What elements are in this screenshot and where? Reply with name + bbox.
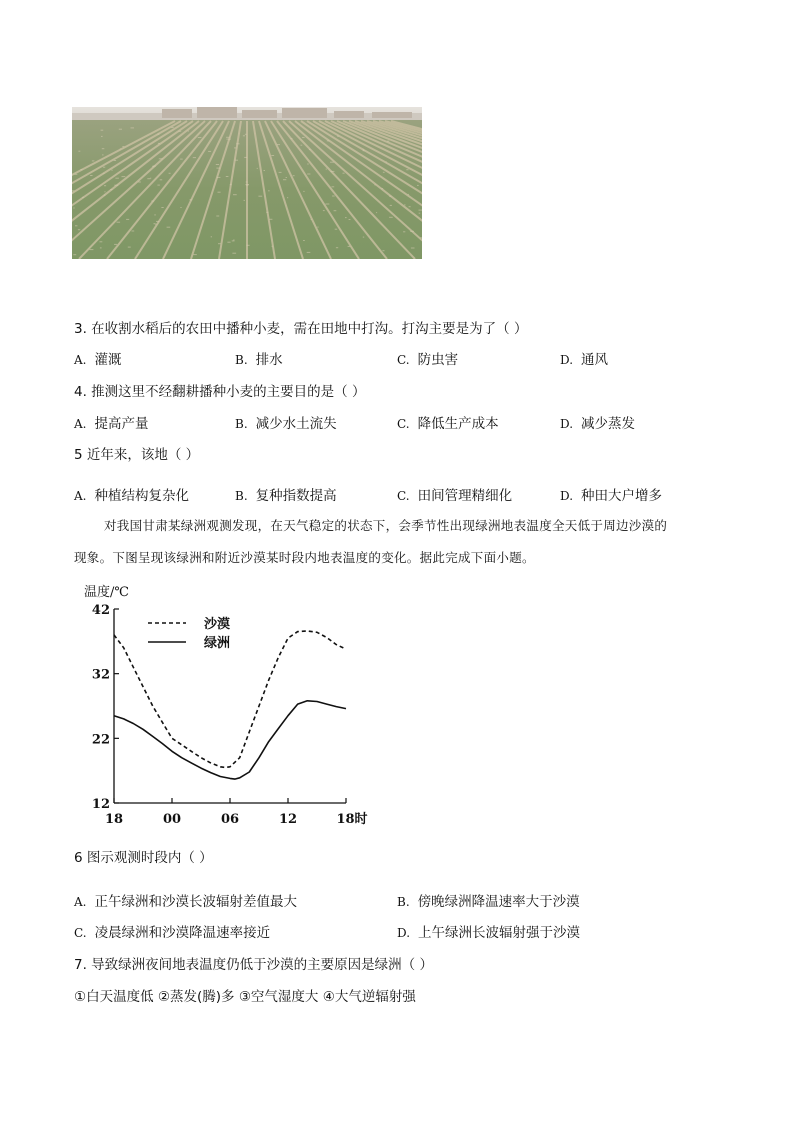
stubble-speck bbox=[326, 169, 327, 170]
stubble-speck bbox=[406, 169, 408, 170]
option-text: 减少蒸发 bbox=[581, 416, 636, 432]
stubble-speck bbox=[198, 137, 202, 138]
stubble-speck bbox=[216, 164, 219, 165]
option-key: D. bbox=[560, 353, 574, 367]
stubble-speck bbox=[283, 179, 286, 180]
stubble-speck bbox=[126, 219, 129, 220]
legend-label: 绿洲 bbox=[204, 636, 231, 651]
stubble-speck bbox=[90, 249, 94, 250]
stubble-speck bbox=[246, 182, 248, 183]
stubble-speck bbox=[101, 136, 103, 137]
stubble-speck bbox=[277, 144, 280, 145]
passage-line-1: 对我国甘肃某绿洲观测发现，在天气稳定的状态下，会季节性出现绿洲地表温度全天低于周边沙漠的 bbox=[104, 518, 668, 533]
stubble-speck bbox=[349, 219, 351, 220]
q6-option-b[interactable] bbox=[397, 890, 580, 910]
stubble-speck bbox=[171, 127, 173, 128]
x-tick-label: 18时 bbox=[336, 812, 368, 827]
stubble-speck bbox=[190, 199, 193, 200]
stubble-speck bbox=[268, 190, 270, 191]
stubble-speck bbox=[317, 227, 318, 228]
stubble-speck bbox=[115, 178, 119, 179]
stubble-speck bbox=[114, 185, 118, 186]
option-text: 降低生产成本 bbox=[417, 416, 499, 432]
q6-option-d[interactable] bbox=[397, 921, 580, 941]
stubble-speck bbox=[233, 240, 234, 241]
stubble-speck bbox=[151, 201, 154, 202]
stubble-speck bbox=[154, 223, 156, 224]
stubble-speck bbox=[332, 186, 335, 187]
stubble-speck bbox=[90, 175, 92, 176]
stubble-speck bbox=[272, 246, 273, 247]
stubble-speck bbox=[290, 138, 292, 139]
y-tick-label: 22 bbox=[91, 732, 110, 748]
stubble-speck bbox=[264, 170, 266, 171]
temperature-chart bbox=[78, 580, 378, 835]
stubble-speck bbox=[336, 247, 338, 248]
stubble-speck bbox=[73, 254, 76, 255]
x-tick-label: 00 bbox=[162, 812, 182, 827]
stubble-speck bbox=[114, 244, 117, 245]
stubble-speck bbox=[160, 179, 163, 180]
stubble-speck bbox=[100, 241, 103, 242]
stubble-speck bbox=[389, 196, 391, 197]
stubble-speck bbox=[247, 245, 250, 246]
option-text: 上午绿洲长波辐射强于沙漠 bbox=[418, 925, 581, 941]
option-text: 田间管理精细化 bbox=[417, 488, 513, 504]
option-key: A. bbox=[74, 417, 87, 431]
q4-option-d[interactable] bbox=[560, 412, 635, 432]
legend-label: 沙漠 bbox=[204, 617, 231, 632]
option-text: 种植结构复杂化 bbox=[94, 488, 189, 504]
stubble-speck bbox=[216, 216, 219, 217]
stubble-speck bbox=[287, 197, 288, 198]
option-text: 通风 bbox=[581, 352, 609, 368]
stubble-speck bbox=[72, 190, 74, 191]
stubble-speck bbox=[100, 247, 102, 248]
stubble-speck bbox=[102, 154, 103, 155]
stubble-speck bbox=[188, 131, 189, 132]
stubble-speck bbox=[103, 173, 104, 174]
stubble-speck bbox=[301, 145, 303, 146]
stubble-speck bbox=[245, 134, 247, 135]
q3-option-b[interactable] bbox=[235, 348, 283, 368]
stubble-speck bbox=[381, 188, 383, 189]
stubble-speck bbox=[104, 185, 106, 186]
option-text: 正午绿洲和沙漠长波辐射差值最大 bbox=[94, 894, 297, 910]
option-key: C. bbox=[397, 417, 410, 431]
x-tick-label: 18 bbox=[104, 812, 124, 827]
stubble-speck bbox=[325, 204, 329, 205]
q4-option-a[interactable] bbox=[74, 412, 148, 432]
stubble-speck bbox=[75, 174, 78, 175]
stubble-speck bbox=[138, 182, 141, 183]
stubble-speck bbox=[152, 166, 154, 167]
option-key: A. bbox=[74, 895, 87, 909]
question-4-stem: 4. 推测这里不经翻耕播种小麦的主要目的是（ ） bbox=[74, 384, 366, 400]
stubble-speck bbox=[348, 246, 351, 247]
option-text: 提高产量 bbox=[94, 416, 149, 432]
option-key: B. bbox=[397, 895, 410, 909]
option-text: 灌溉 bbox=[94, 352, 122, 368]
stubble-speck bbox=[331, 171, 335, 172]
option-key: B. bbox=[235, 489, 248, 503]
stubble-speck bbox=[323, 210, 325, 211]
option-text: 种田大户增多 bbox=[581, 488, 663, 504]
stubble-speck bbox=[154, 214, 156, 215]
option-text: 复种指数提高 bbox=[255, 488, 337, 504]
option-key: A. bbox=[74, 489, 87, 503]
stubble-speck bbox=[193, 254, 196, 255]
stubble-speck bbox=[417, 185, 419, 186]
stubble-speck bbox=[80, 169, 82, 170]
q5-option-a[interactable] bbox=[74, 484, 189, 504]
stubble-speck bbox=[419, 213, 421, 214]
stubble-speck bbox=[410, 231, 414, 232]
series-line-desert bbox=[114, 631, 346, 767]
stubble-speck bbox=[279, 172, 282, 173]
option-key: A. bbox=[74, 353, 87, 367]
stubble-speck bbox=[128, 247, 131, 248]
x-tick-label: 12 bbox=[278, 812, 298, 827]
stubble-speck bbox=[409, 206, 411, 207]
stubble-speck bbox=[235, 160, 238, 161]
y-tick-label: 42 bbox=[91, 603, 110, 618]
stubble-speck bbox=[420, 237, 422, 238]
stubble-speck bbox=[157, 185, 160, 186]
stubble-speck bbox=[150, 178, 151, 179]
stubble-speck bbox=[218, 243, 221, 244]
stubble-speck bbox=[226, 176, 229, 177]
question-3-stem: 3. 在收割水稻后的农田中播种小麦，需在田地中打沟。打沟主要是为了（ ） bbox=[74, 321, 528, 337]
q5-option-c[interactable] bbox=[397, 484, 512, 504]
option-text: 凌晨绿洲和沙漠降温速率接近 bbox=[94, 925, 271, 941]
stubble-speck bbox=[233, 194, 237, 195]
option-key: C. bbox=[397, 353, 410, 367]
stubble-speck bbox=[110, 189, 112, 190]
y-axis-label: 温度/℃ bbox=[84, 585, 129, 600]
stubble-speck bbox=[92, 160, 95, 161]
stubble-speck bbox=[234, 147, 236, 148]
stubble-speck bbox=[332, 196, 335, 197]
stubble-speck bbox=[374, 184, 375, 185]
option-key: B. bbox=[235, 417, 248, 431]
stubble-speck bbox=[244, 200, 245, 201]
stubble-speck bbox=[386, 161, 387, 162]
question-5-stem: 5 近年来，该地（ ） bbox=[74, 447, 200, 463]
stubble-speck bbox=[232, 240, 235, 241]
q4-option-c[interactable] bbox=[397, 412, 499, 432]
stubble-speck bbox=[307, 164, 309, 165]
stubble-speck bbox=[180, 159, 183, 160]
stubble-speck bbox=[269, 219, 272, 220]
stubble-speck bbox=[78, 151, 80, 152]
stubble-speck bbox=[132, 231, 135, 232]
q5-option-b[interactable] bbox=[235, 484, 337, 504]
stubble-speck bbox=[193, 157, 196, 158]
stubble-speck bbox=[232, 253, 236, 254]
stubble-speck bbox=[422, 129, 423, 130]
stubble-speck bbox=[101, 130, 104, 131]
stubble-speck bbox=[382, 250, 384, 251]
q5-option-d[interactable] bbox=[560, 484, 662, 504]
stubble-speck bbox=[147, 178, 150, 179]
stubble-speck bbox=[114, 160, 116, 161]
stubble-speck bbox=[78, 229, 80, 230]
stubble-speck bbox=[104, 195, 106, 196]
stubble-speck bbox=[226, 139, 230, 140]
question-6-stem: 6 图示观测时段内（ ） bbox=[74, 850, 213, 866]
stubble-speck bbox=[103, 167, 105, 168]
option-text: 傍晚绿洲降温速率大于沙漠 bbox=[417, 894, 580, 910]
q3-option-a[interactable] bbox=[74, 348, 121, 368]
stubble-speck bbox=[327, 140, 329, 141]
option-key: D. bbox=[560, 417, 574, 431]
stubble-speck bbox=[102, 148, 105, 149]
stubble-speck bbox=[217, 177, 220, 178]
stubble-speck bbox=[227, 242, 230, 243]
stubble-speck bbox=[161, 207, 163, 208]
stubble-speck bbox=[376, 212, 377, 213]
stubble-speck bbox=[334, 210, 337, 211]
stubble-speck bbox=[104, 191, 105, 192]
stubble-speck bbox=[307, 174, 310, 175]
stubble-speck bbox=[73, 208, 74, 209]
stubble-speck bbox=[303, 191, 304, 192]
stubble-speck bbox=[230, 184, 232, 185]
stubble-speck bbox=[180, 207, 181, 208]
option-text: 减少水土流失 bbox=[255, 416, 337, 432]
q6-option-a[interactable] bbox=[74, 890, 297, 910]
option-key: C. bbox=[397, 489, 410, 503]
farmland-photo-image bbox=[72, 107, 422, 259]
option-key: D. bbox=[397, 926, 411, 940]
option-key: D. bbox=[560, 489, 574, 503]
stubble-speck bbox=[243, 135, 245, 136]
stubble-speck bbox=[311, 219, 312, 220]
stubble-speck bbox=[111, 170, 112, 171]
stubble-speck bbox=[330, 162, 334, 163]
stubble-speck bbox=[211, 236, 212, 237]
stubble-speck bbox=[216, 168, 220, 169]
stubble-speck bbox=[258, 196, 262, 197]
stubble-speck bbox=[307, 252, 311, 253]
y-tick-label: 12 bbox=[91, 797, 110, 812]
stubble-speck bbox=[266, 212, 268, 213]
stubble-speck bbox=[345, 217, 347, 218]
stubble-speck bbox=[120, 148, 121, 149]
q3-option-d[interactable] bbox=[560, 348, 608, 368]
stubble-speck bbox=[303, 240, 305, 241]
option-text: 防虫害 bbox=[417, 352, 459, 368]
stubble-speck bbox=[302, 137, 305, 138]
stubble-speck bbox=[169, 173, 171, 174]
stubble-speck bbox=[244, 157, 247, 158]
stubble-speck bbox=[156, 221, 159, 222]
stubble-speck bbox=[167, 227, 171, 228]
y-tick-label: 32 bbox=[91, 667, 110, 683]
stubble-speck bbox=[363, 150, 365, 151]
q4-option-b[interactable] bbox=[235, 412, 337, 432]
stubble-speck bbox=[404, 204, 405, 205]
stubble-speck bbox=[286, 177, 287, 178]
option-key: C. bbox=[74, 926, 87, 940]
question-7-choices: ①白天温度低 ②蒸发(腾)多 ③空气湿度大 ④大气逆辐射强 bbox=[74, 989, 416, 1005]
stubble-speck bbox=[122, 176, 126, 177]
stubble-speck bbox=[403, 231, 405, 232]
question-7-stem: 7. 导致绿洲夜间地表温度仍低于沙漠的主要原因是绿洲（ ） bbox=[74, 957, 433, 973]
stubble-speck bbox=[309, 149, 311, 150]
stubble-speck bbox=[208, 151, 211, 152]
stubble-speck bbox=[363, 149, 364, 150]
stubble-speck bbox=[117, 222, 121, 223]
stubble-speck bbox=[82, 197, 84, 198]
farmland-photo bbox=[72, 107, 422, 259]
x-tick-label: 06 bbox=[220, 812, 240, 827]
stubble-speck bbox=[159, 158, 163, 159]
stubble-speck bbox=[411, 248, 415, 249]
stubble-speck bbox=[218, 192, 221, 193]
stubble-speck bbox=[75, 225, 77, 226]
stubble-speck bbox=[337, 136, 339, 137]
stubble-speck bbox=[408, 194, 409, 195]
stubble-speck bbox=[271, 155, 274, 156]
stubble-speck bbox=[257, 168, 258, 169]
stubble-speck bbox=[119, 129, 122, 130]
stubble-speck bbox=[158, 143, 160, 144]
stubble-speck bbox=[363, 237, 364, 238]
stubble-speck bbox=[246, 185, 249, 186]
stubble-speck bbox=[178, 131, 181, 132]
option-key: B. bbox=[235, 353, 248, 367]
stubble-speck bbox=[236, 143, 239, 144]
stubble-speck bbox=[157, 134, 159, 135]
q6-option-c[interactable] bbox=[74, 921, 270, 941]
stubble-speck bbox=[335, 229, 338, 230]
stubble-speck bbox=[293, 175, 295, 176]
stubble-speck bbox=[419, 210, 423, 211]
stubble-speck bbox=[389, 217, 393, 218]
option-text: 排水 bbox=[255, 352, 283, 368]
stubble-speck bbox=[122, 146, 124, 147]
stubble-speck bbox=[383, 172, 385, 173]
stubble-speck bbox=[226, 137, 230, 138]
stubble-speck bbox=[387, 141, 389, 142]
passage-line-2: 现象。下图呈现该绿洲和附近沙漠某时段内地表温度的变化。据此完成下面小题。 bbox=[74, 550, 535, 565]
stubble-speck bbox=[343, 173, 345, 174]
stubble-speck bbox=[131, 127, 135, 128]
stubble-speck bbox=[390, 205, 392, 206]
q3-option-c[interactable] bbox=[397, 348, 458, 368]
